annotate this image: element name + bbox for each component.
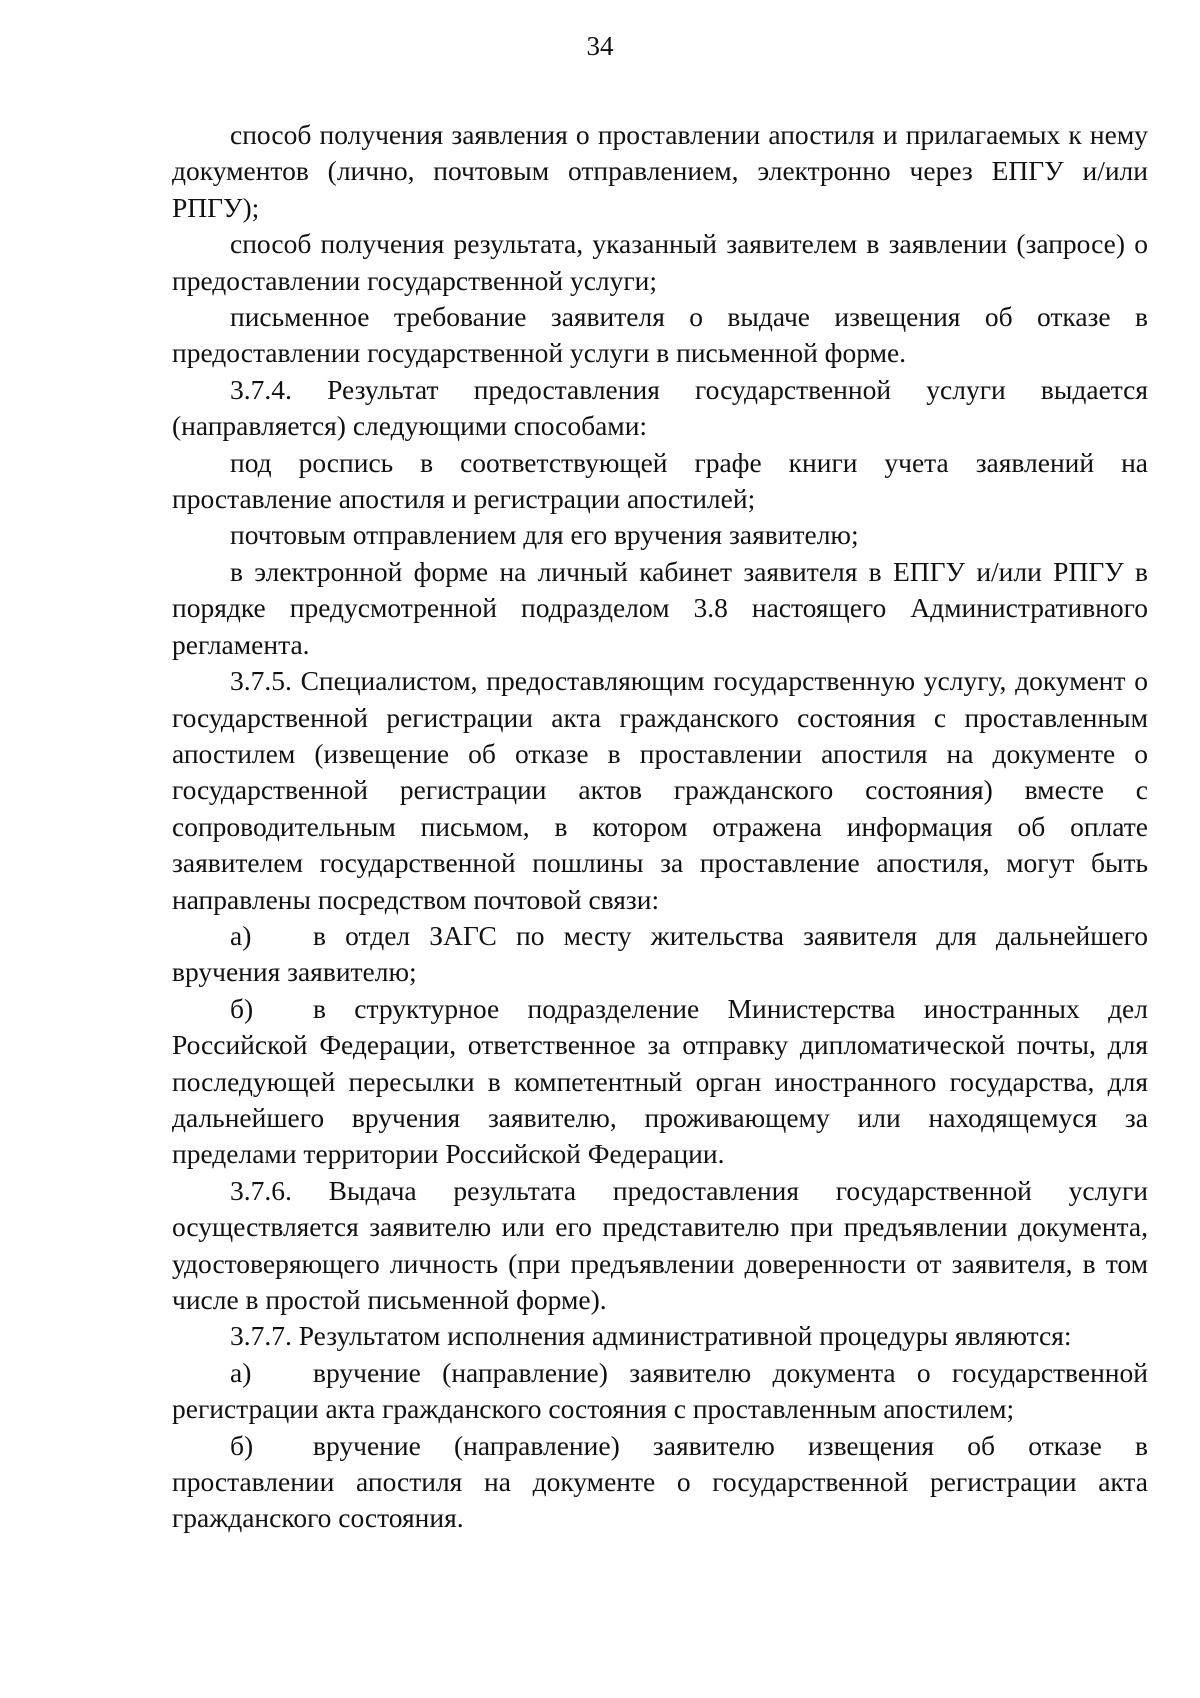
list-marker: б) — [230, 992, 254, 1024]
paragraph-3-7-6: 3.7.6. Выдача результата предоставления государственной услуги осуществляется заявителю или его представителю при предъявлении документа, удостоверяющего личность (при предъявлении доверенности от заявителя, в том числе в простой письменной форме). — [172, 1174, 1148, 1315]
list-item — [172, 1428, 1148, 1537]
list-item — [172, 991, 1148, 1173]
paragraph-3-7-5: 3.7.5. Специалистом, предоставляющим государственную услугу, документ о государственной регистрации акта гражданского состояния с проставленным апостилем (извещение об отказе в проставлении апостиля на документе о государственной регистрации актов гражданского состояния) вместе с сопроводительным письмом, в котором отражена информация об оплате заявителем государственной пошлины за проставление апостиля, могут быть направлены посредством почтовой связи: — [172, 665, 1148, 915]
list-item-text: в структурное подразделение Министерства иностранных дел Российской Федерации, ответственное за отправку дипломатической почты, для последующей пересылки в компетентный орган иностранного государства, для дальнейшего вручения заявителю, проживающему или находящемуся за пределами территории Российской Федерации. — [172, 992, 1148, 1170]
list-marker: б) — [230, 1429, 254, 1461]
list-item — [172, 918, 1148, 991]
document-body — [172, 117, 1148, 1537]
page-number: 34 — [586, 31, 614, 61]
paragraph: в электронной форме на личный кабинет заявителя в ЕПГУ и/или РПГУ в порядке предусмотренной подразделом 3.8 настоящего Административного регламента. — [172, 555, 1148, 660]
paragraph: под роспись в соответствующей графе книги учета заявлений на проставление апостиля и регистрации апостилей; — [172, 446, 1148, 515]
paragraph: способ получения результата, указанный заявителем в заявлении (запросе) о предоставлении государственной услуги; — [172, 228, 1148, 296]
list-marker: а) — [230, 1356, 252, 1388]
list-item-text: в отдел ЗАГС по месту жительства заявителя для дальнейшего вручения заявителю; — [172, 919, 1148, 988]
list-item-text: вручение (направление) заявителю документа о государственной регистрации акта гражданского состояния с проставленным апостилем; — [172, 1356, 1148, 1425]
list-marker: а) — [230, 919, 252, 951]
paragraph-3-7-4: 3.7.4. Результат предоставления государственной услуги выдается (направляется) следующими способами: — [172, 373, 1148, 442]
list-item-text: вручение (направление) заявителю извещения об отказе в проставлении апостиля на документе о государственной регистрации акта гражданского состояния. — [172, 1429, 1148, 1534]
paragraph: способ получения заявления о проставлении апостиля и прилагаемых к нему документов (лично, почтовым отправлением, электронно через ЕПГУ и/или РПГУ); — [172, 119, 1148, 223]
paragraph: письменное требование заявителя о выдаче извещения об отказе в предоставлении государственной услуги в письменной форме. — [172, 301, 1148, 369]
paragraph: почтовым отправлением для его вручения заявителю; — [230, 519, 859, 551]
list-item — [172, 1355, 1148, 1428]
paragraph-3-7-7: 3.7.7. Результатом исполнения административной процедуры являются: — [230, 1320, 1072, 1352]
